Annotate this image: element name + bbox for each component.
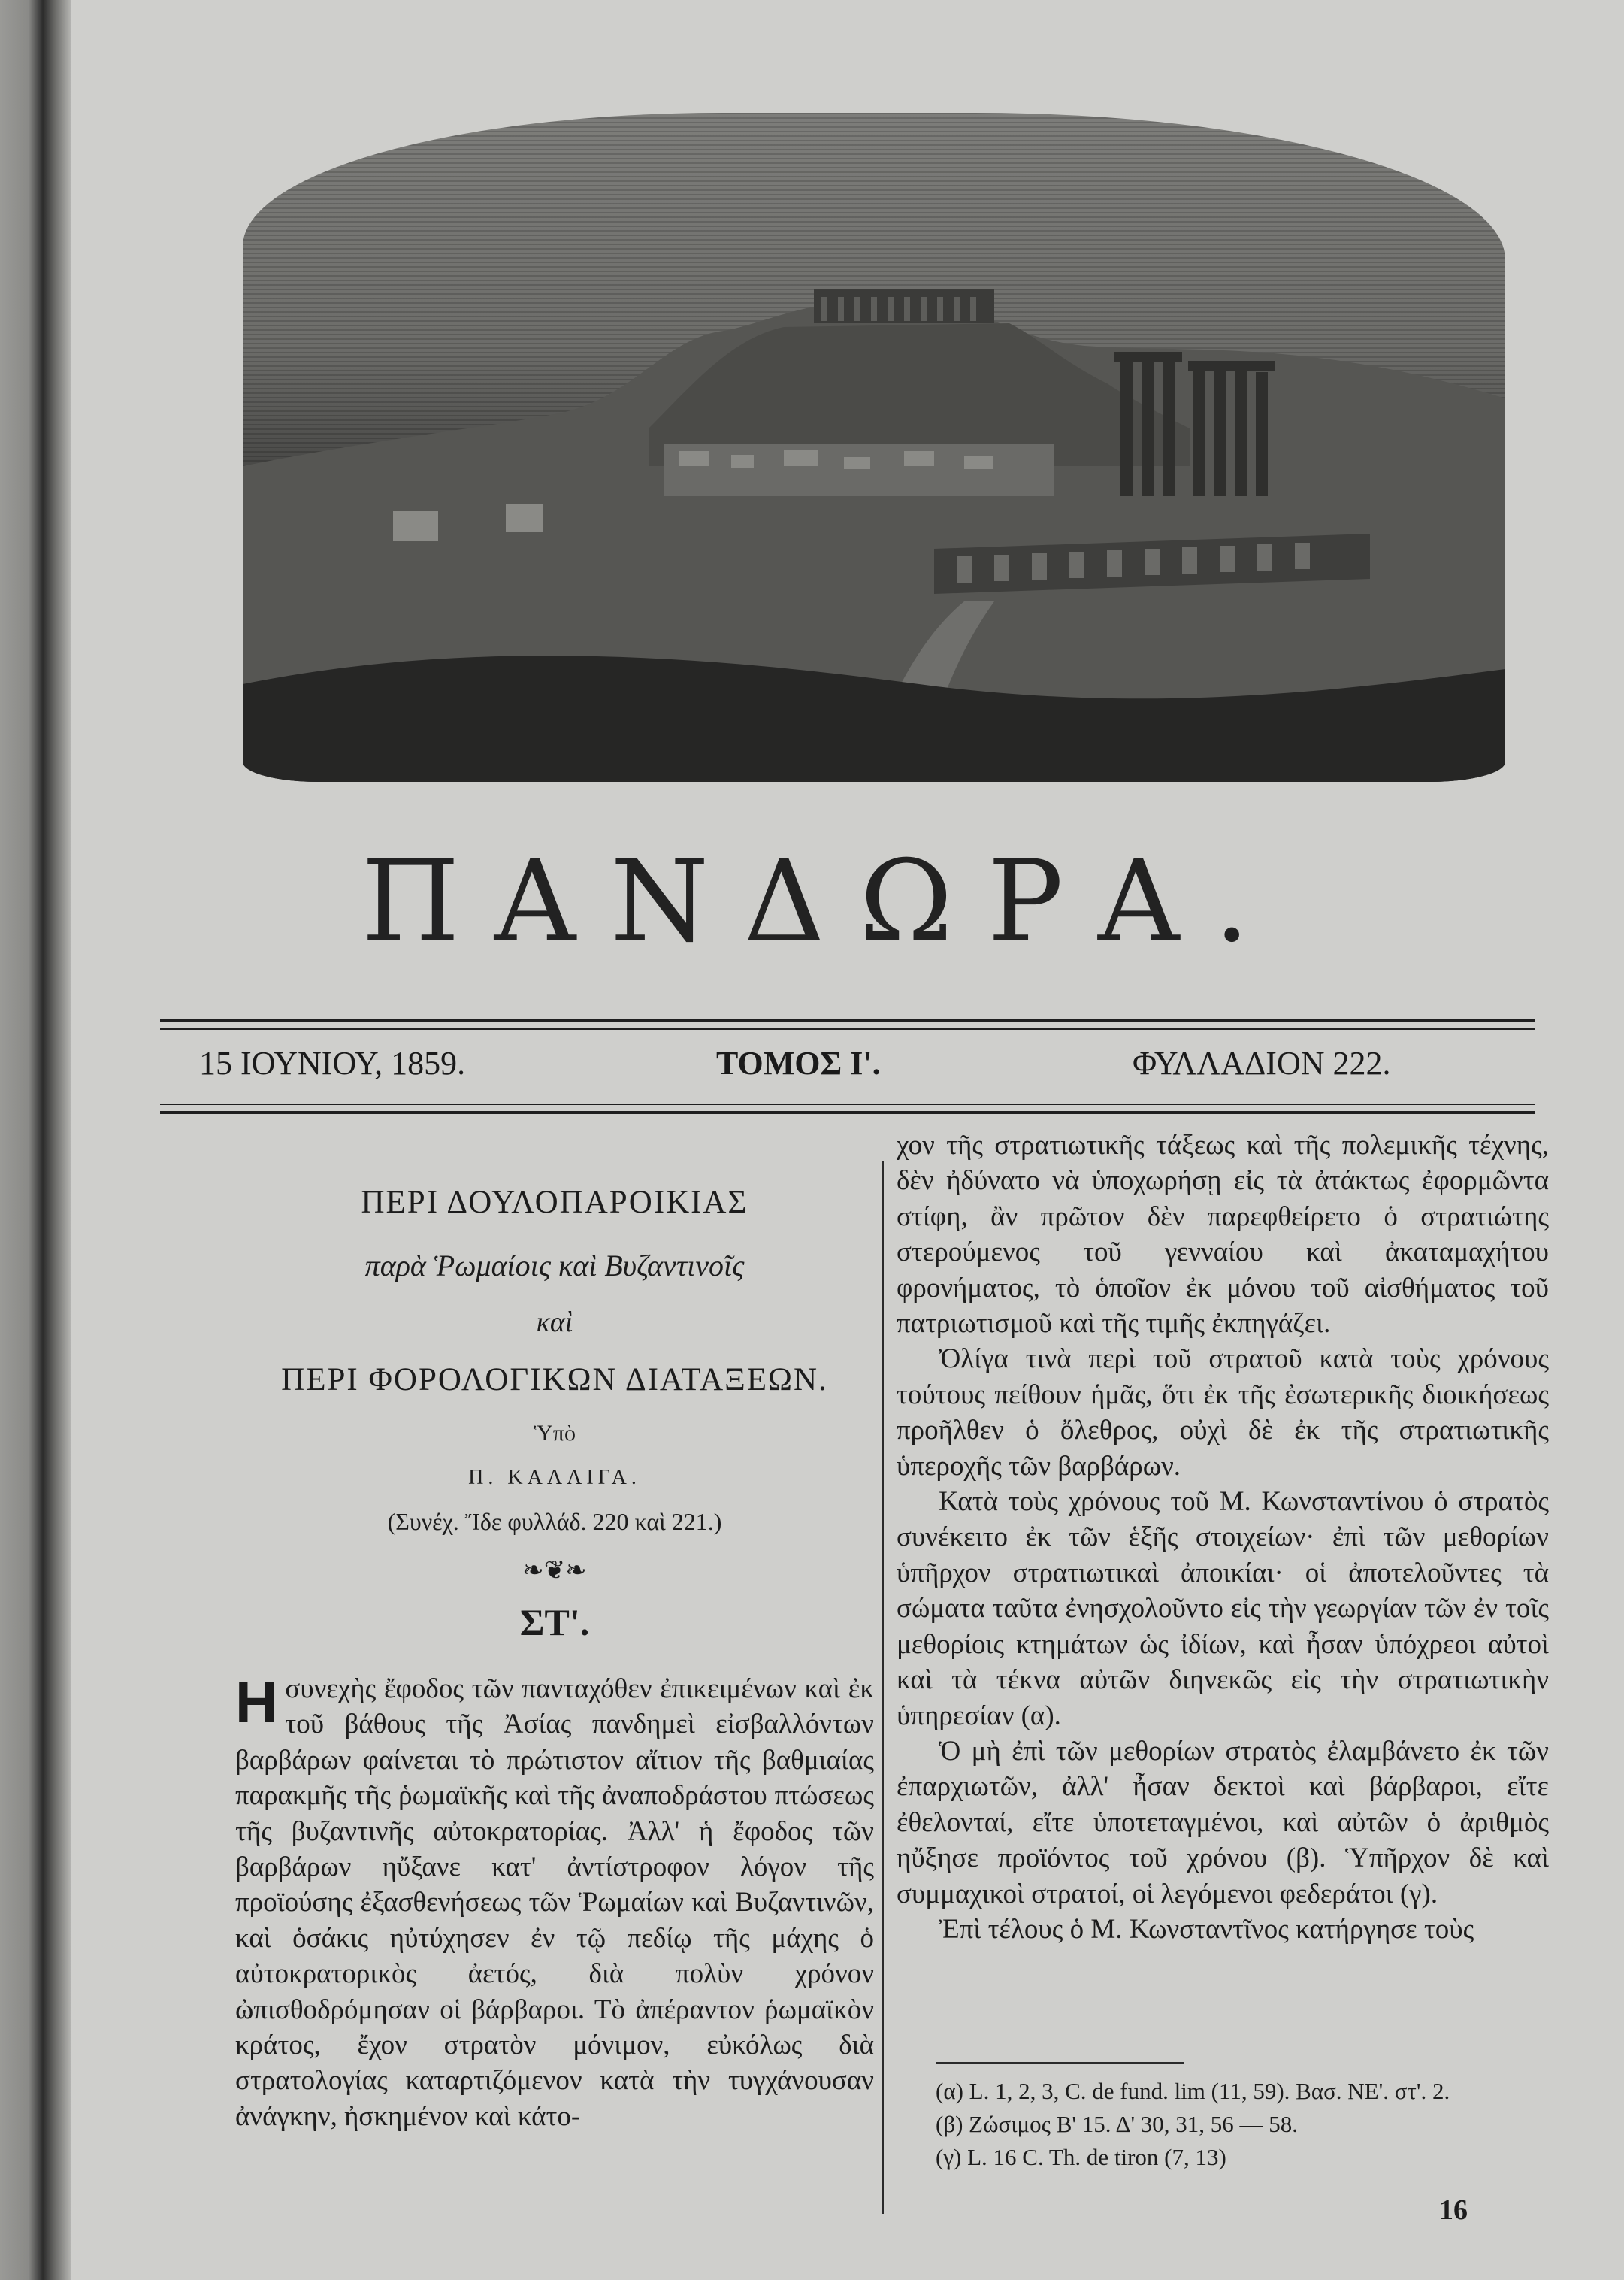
drop-cap: Η [235, 1669, 278, 1735]
footnote-b: (β) Ζώσιμος Β' 15. Δ' 30, 31, 56 — 58. [936, 2111, 1299, 2137]
issue-date: 15 ΙΟΥΝΙΟΥ, 1859. [199, 1045, 466, 1082]
section-heading: ΣΤ'. [519, 1601, 590, 1643]
left-body-text [235, 1671, 874, 2134]
header-rule-top-thin [160, 1028, 1535, 1030]
right-paragraph-2: Ὀλίγα τινὰ περὶ τοῦ στρατοῦ κατὰ τοὺς χρόνους τούτους πείθουν ἡμᾶς, ὅτι ἐκ τῆς ἐσωτερικῆς διοικήσεως προῆλθεν ὁ ὄλεθρος, οὐχὶ δὲ ἐκ τῆς στρατιωτικῆς ὑπεροχῆς τῶν βαρβάρων. [897, 1343, 1549, 1482]
volume-number: ΤΟΜΟΣ Ι'. [716, 1045, 881, 1082]
left-column [235, 1184, 874, 2134]
engraving-illustration [243, 113, 1505, 782]
article-conjunction: καὶ [536, 1307, 573, 1338]
acropolis-engraving [243, 113, 1505, 782]
left-paragraph: συνεχὴς ἔφοδος τῶν πανταχόθεν ἐπικειμένων καὶ ἐκ τοῦ βάθους τῆς Ἀσίας πανδημεὶ εἰσβαλλόντων βαρβάρων φαίνεται τὸ πρώτιστον αἴτιον τῆς βαθμιαίας παρακμῆς τῆς ῥωμαϊκῆς καὶ τῆς ἀναποδράστου πτώσεως τῆς βυζαντινῆς αὐτοκρατορίας. Ἀλλ' ἡ ἔφοδος τῶν βαρβάρων ηὔξανε κατ' ἀντίστροφον λόγον τῆς προϊούσης ἐξασθενήσεως τῶν Ῥωμαίων καὶ Βυζαντινῶν, καὶ ὁσάκις ηὐτύχησεν ἐν τῷ πεδίῳ τῆς μάχης ὁ αὐτοκρατορικὸς ἀετός, διὰ πολὺν χρόνον ὠπισθοδρόμησαν οἱ βάρβαροι. Τὸ ἀπέραντον ῥωμαϊκὸν κράτος, ἔχον στρατὸν μόνιμον, εὐκόλως διὰ στρατολογίας καταρτιζόμενον κατὰ τὴν τυγχάνουσαν ἀνάγκην, ἠσκημένον καὶ κάτο- [235, 1673, 874, 2132]
article-title-2: ΠΕΡΙ ΦΟΡΟΛΟΓΙΚΩΝ ΔΙΑΤΑΞΕΩΝ. [281, 1362, 828, 1397]
byline: Ὑπὸ [534, 1421, 576, 1446]
footnote-a: (α) L. 1, 2, 3, C. de fund. lim (11, 59). Βασ. ΝΕ'. στ'. 2. [936, 2078, 1450, 2104]
article-subtitle: παρὰ Ῥωμαίοις καὶ Βυζαντινοῖς [364, 1249, 745, 1282]
column-divider [882, 1161, 884, 2214]
page-number: 16 [1439, 2194, 1468, 2226]
footnote-rule [936, 2062, 1184, 2064]
right-paragraph-5: Ἐπὶ τέλους ὁ Μ. Κωνσταντῖνος κατήργησε τοὺς [939, 1913, 1474, 1945]
footnote-c: (γ) L. 16 C. Th. de tiron (7, 13) [936, 2144, 1226, 2170]
right-paragraph-4: Ὁ μὴ ἐπὶ τῶν μεθορίων στρατὸς ἐλαμβάνετο ἐκ τῶν ἐπαρχιωτῶν, ἀλλ' ἦσαν δεκτοὶ καὶ βάρβαροι, εἴτε ἐθελονταί, εἴτε ὑποτεταγμένοι, καὶ αὐτῶν ὁ ἀριθμὸς ηὔξησε προϊόντος τοῦ χρόνου (β). Ὑπῆρχον δὲ καὶ συμμαχικοὶ στρατοί, οἱ λεγόμενοι φεδεράτοι (γ). [897, 1735, 1549, 1909]
book-binding [0, 0, 71, 2280]
right-paragraph-1: χον τῆς στρατιωτικῆς τάξεως καὶ τῆς πολεμικῆς τέχνης, δὲν ἠδύνατο νὰ ὑποχωρήσῃ εἰς τὰ ἀτάκτως ἐφορμῶντα στίφη, ἂν πρῶτον δὲν παρεφθείρετο ὁ στρατιώτης στερούμενος τοῦ γενναίου καὶ ἀκαταμαχήτου φρονήματος, τὸ ὁποῖον ἐκ μόνου τοῦ αἰσθήματος τοῦ πατριωτισμοῦ καὶ τῆς τιμῆς ἐκπηγάζει. [897, 1130, 1549, 1340]
right-column [897, 1128, 1549, 1947]
ornament-divider: ❧❦❧ [522, 1557, 587, 1585]
author-name: Π. ΚΑΛΛΙΓΑ. [468, 1466, 641, 1489]
page [71, 0, 1624, 2280]
header-rule-top-thick [160, 1019, 1535, 1022]
right-body-text [897, 1128, 1549, 1947]
footnotes [936, 2075, 1552, 2174]
article-title-1: ΠΕΡΙ ΔΟΥΛΟΠΑΡΟΙΚΙΑΣ [361, 1185, 748, 1220]
masthead-title: ΠΑΝΔΩΡΑ. [361, 837, 1284, 967]
continuation-note: (Συνέχ. Ἴδε φυλλάδ. 220 καὶ 221.) [387, 1508, 722, 1535]
issue-number: ΦΥΛΛΑΔΙΟΝ 222. [1133, 1045, 1391, 1082]
right-paragraph-3: Κατὰ τοὺς χρόνους τοῦ Μ. Κωνσταντίνου ὁ στρατὸς συνέκειτο ἐκ τῶν ἑξῆς στοιχείων· ἐπὶ τῶν μεθορίων ὑπῆρχον στρατιωτικαὶ ἀποικίαι· οἱ ἀποτελοῦντες τὰ σώματα ταῦτα ἐνησχολοῦντο εἰς τὴν γεωργίαν τῶν ἐν τοῖς μεθορίοις κτημάτων ὡς ἰδίων, καὶ ἦσαν ὑπόχρεοι αὐτοὶ καὶ τὰ τέκνα αὐτῶν διηνεκῶς εἰς τὴν στρατιωτικὴν ὑπηρεσίαν (α). [897, 1486, 1549, 1731]
header-rule-bottom-thin [160, 1104, 1535, 1105]
header-rule-bottom-thick [160, 1111, 1535, 1114]
